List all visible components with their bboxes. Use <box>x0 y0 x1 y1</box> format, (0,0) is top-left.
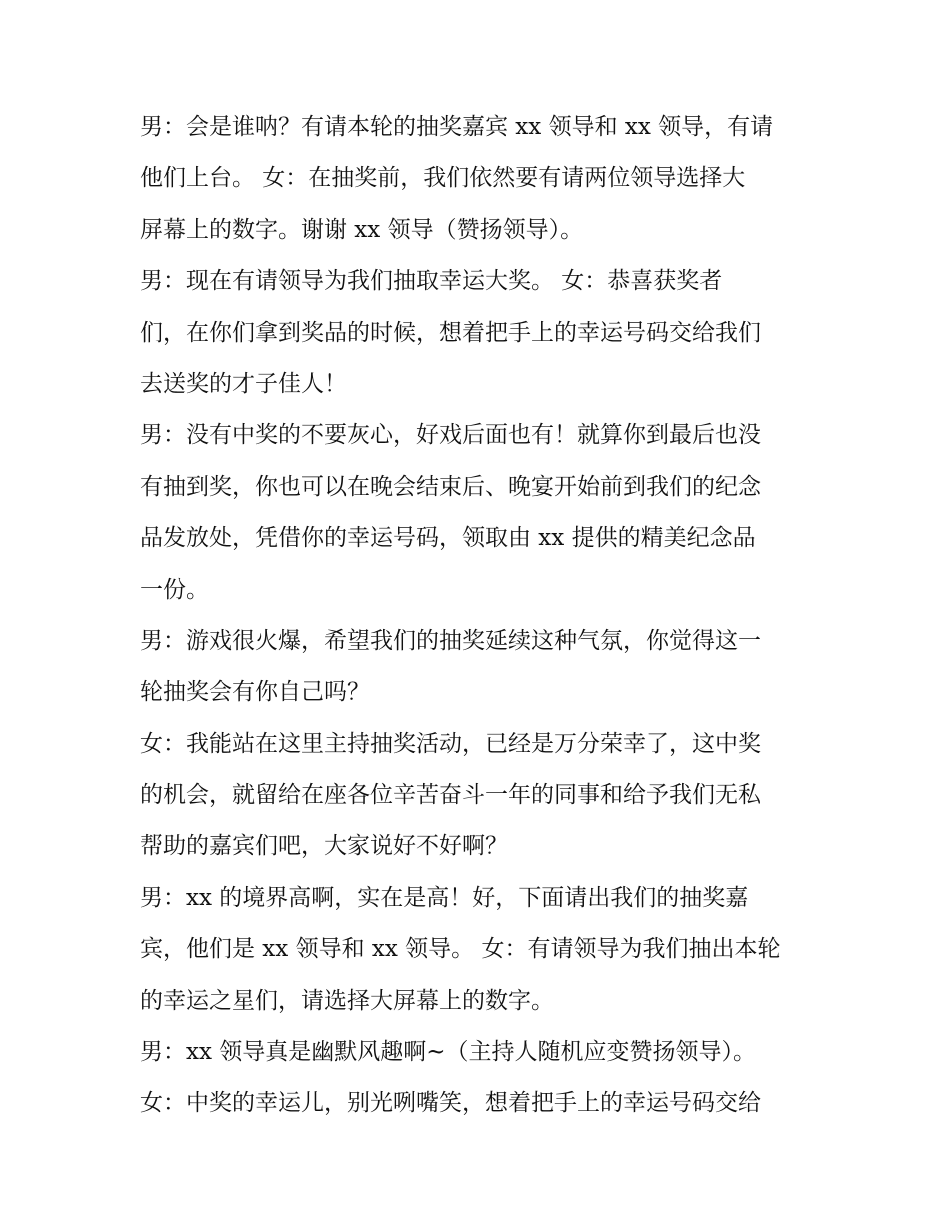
text-line: 女：我能站在这里主持抽奖活动，已经是万分荣幸了，这中奖 <box>140 730 761 757</box>
text-line: 屏幕上的数字。谢谢 xx 领导（赞扬领导）。 <box>140 216 584 243</box>
text-line: 男：会是谁呐？有请本轮的抽奖嘉宾 xx 领导和 xx 领导，有请 <box>140 114 774 140</box>
text-line: 宾，他们是 xx 领导和 xx 领导。 女：有请领导为我们抽出本轮 <box>140 936 781 963</box>
text-line: 男：没有中奖的不要灰心，好戏后面也有！就算你到最后也没 <box>140 422 761 449</box>
text-line: 轮抽奖会有你自己吗？ <box>140 679 370 706</box>
document-body <box>140 102 820 1130</box>
text-line: 帮助的嘉宾们吧，大家说好不好啊？ <box>140 833 508 860</box>
text-line: 男：xx 领导真是幽默风趣啊~（主持人随机应变赞扬领导）。 <box>140 1039 757 1066</box>
text-line: 男：xx 的境界高啊，实在是高！好，下面请出我们的抽奖嘉 <box>140 884 749 911</box>
text-line: 男：现在有请领导为我们抽取幸运大奖。 女：恭喜获奖者 <box>140 268 723 295</box>
text-line: 他们上台。 女：在抽奖前，我们依然要有请两位领导选择大 <box>140 165 746 192</box>
text-line: 去送奖的才子佳人！ <box>140 370 347 397</box>
text-line: 一份。 <box>140 576 209 603</box>
text-line: 们，在你们拿到奖品的时候，想着把手上的幸运号码交给我们 <box>140 319 761 346</box>
text-line: 的机会，就留给在座各位辛苦奋斗一年的同事和给予我们无私 <box>140 782 761 809</box>
text-line: 品发放处，凭借你的幸运号码，领取由 xx 提供的精美纪念品 <box>140 525 756 552</box>
text-line: 有抽到奖，你也可以在晚会结束后、晚宴开始前到我们的纪念 <box>140 473 761 500</box>
text-line: 男：游戏很火爆，希望我们的抽奖延续这种气氛，你觉得这一 <box>140 627 761 654</box>
text-line: 的幸运之星们，请选择大屏幕上的数字。 <box>140 987 554 1014</box>
text-line: 女：中奖的幸运儿，别光咧嘴笑，想着把手上的幸运号码交给 <box>140 1090 761 1117</box>
